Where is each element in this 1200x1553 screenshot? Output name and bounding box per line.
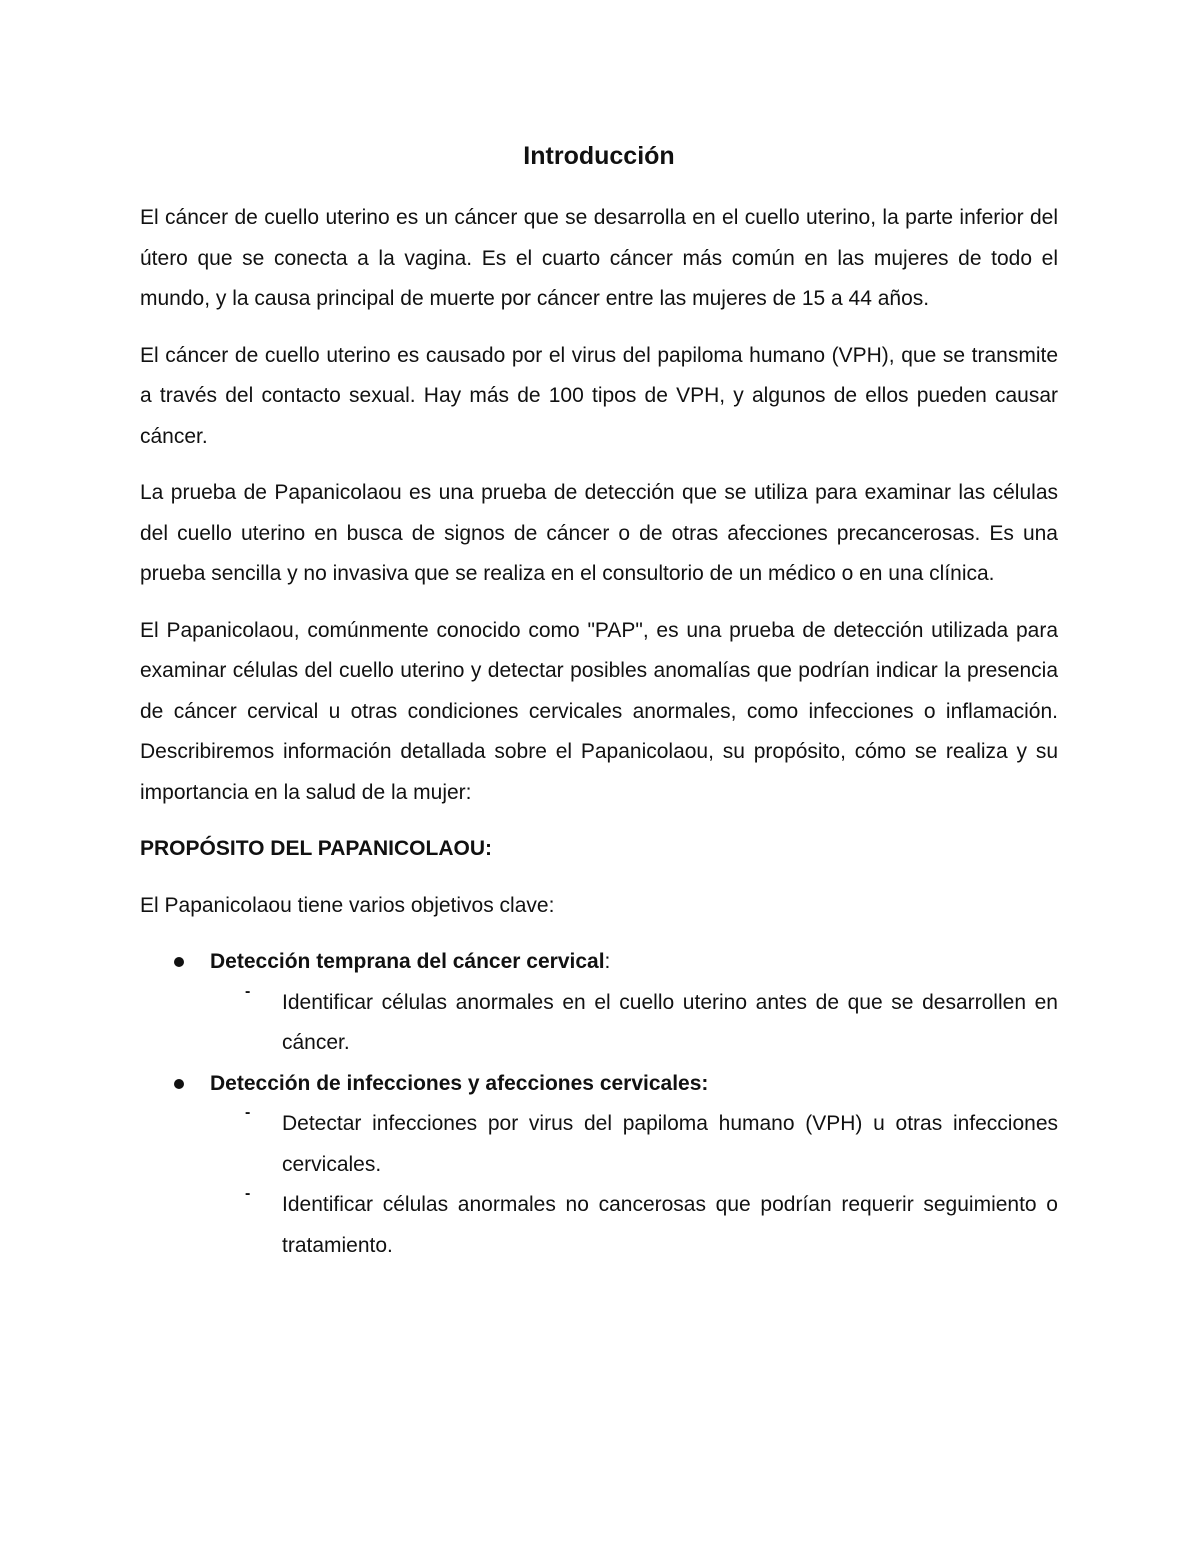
document-content [140, 136, 1058, 1266]
sub-list-item [245, 982, 1058, 1064]
bullet-heading-text: Detección de infecciones y afecciones cervicales: [210, 1071, 709, 1095]
document-title: Introducción [523, 142, 675, 170]
list-item [140, 942, 1058, 1064]
sub-list [210, 1104, 1058, 1266]
dash-icon: - [245, 982, 251, 1000]
bullet-dot-icon [174, 1079, 184, 1089]
objectives-list [140, 942, 1058, 1266]
sub-item-text: Identificar células anormales en el cuello uterino antes de que se desarrollen en cáncer. [282, 990, 1058, 1054]
bullet-heading-suffix: : [604, 950, 611, 973]
bullet-dot-icon [174, 957, 184, 967]
bullet-heading-text: Detección temprana del cáncer cervical [210, 950, 605, 973]
sub-list-item [245, 1104, 1058, 1185]
paragraph-intro-1: El cáncer de cuello uterino es un cáncer que se desarrolla en el cuello uterino, la parte inferior del útero que se conecta a la vagina. Es el cuarto cáncer más común en las mujeres de todo el mundo, y la causa principal de muerte por cáncer entre las mujeres de 15 a 44 años. [140, 206, 1058, 310]
sub-item-text: Identificar células anormales no cancerosas que podrían requerir seguimiento o tratamiento. [282, 1193, 1058, 1257]
bullet-heading [210, 942, 1058, 983]
sub-item-text: Detectar infecciones por virus del papiloma humano (VPH) u otras infecciones cervicales. [282, 1112, 1058, 1176]
dash-icon: - [245, 1104, 251, 1121]
dash-icon: - [245, 1185, 251, 1202]
list-item [140, 1064, 1058, 1267]
paragraph-intro-2: El cáncer de cuello uterino es causado por el virus del papiloma humano (VPH), que se transmite a través del contacto sexual. Hay más de 100 tipos de VPH, y algunos de ellos pueden causar cáncer. [140, 343, 1058, 448]
sub-list-item [245, 1185, 1058, 1266]
bullet-heading [210, 1064, 1058, 1105]
sub-list [210, 983, 1058, 1064]
section-heading: PROPÓSITO DEL PAPANICOLAOU: [140, 837, 492, 860]
paragraph-intro-3: La prueba de Papanicolaou es una prueba de detección que se utiliza para examinar las células del cuello uterino en busca de signos de cáncer o de otras afecciones precancerosas. Es una prueba sencilla y no invasiva que se realiza en el consultorio de un médico o en una clínica. [140, 481, 1058, 585]
paragraph-intro-4: El Papanicolaou, comúnmente conocido como "PAP", es una prueba de detección utilizada para examinar células del cuello uterino y detectar posibles anomalías que podrían indicar la presencia de cáncer cervical u otras condiciones cervicales anormales, como infecciones o inflamación. Describiremos información detallada sobre el Papanicolaou, su propósito, cómo se realiza y su importancia en la salud de la mujer: [140, 618, 1058, 804]
section-intro: El Papanicolaou tiene varios objetivos clave: [140, 893, 555, 917]
